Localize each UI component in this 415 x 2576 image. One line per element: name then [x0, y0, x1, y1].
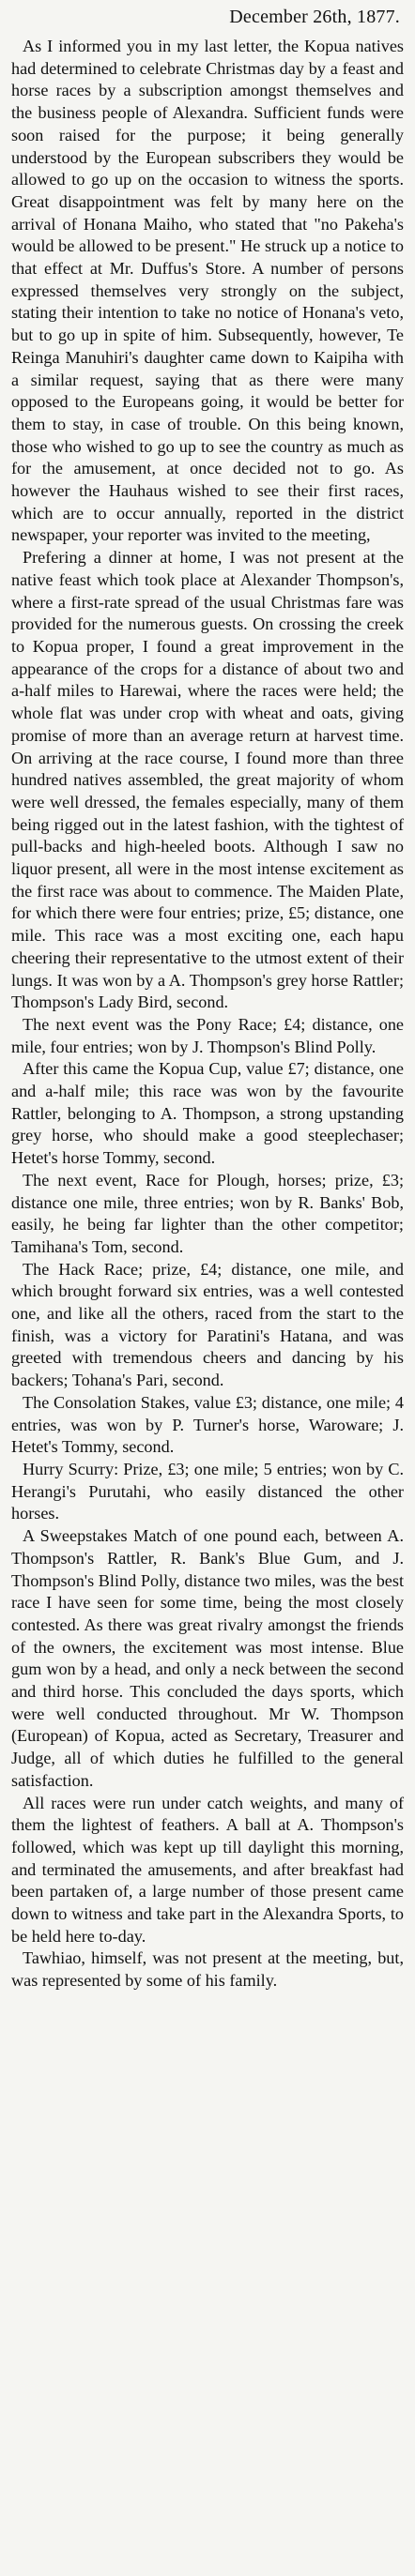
paragraph-1: As I informed you in my last letter, the Kopua natives had determined to celebrate Christmas day by a feast and horse races by a subscription amongst themselves and the business people of Alexandra. Sufficient funds were soon raised for the purpose; it being generally understood by the European subscribers they would be allowed to go up on the occasion to witness the sports. Great disappointment was felt by many here on the arrival of Honana Maiho, who stated that "no Pakeha's would be allowed to be present." He struck up a notice to that effect at Mr. Duffus's Store. A number of persons expressed themselves very strongly on the subject, stating their intention to take no notice of Honana's veto, but to go up in spite of him. Subsequently, however, Te Reinga Manuhiri's daughter came down to Kaipiha with a similar request, saying that as there were many opposed to the Europeans going, it would be better for them to stay, in case of trouble. On this being known, those who wished to go up to see the country as much as for the amusement, at once decided not to go. As however the Hauhaus wished to see their first races, which are to occur annually, reported in the district newspaper, your reporter was invited to the meeting, — [11, 37, 404, 545]
article-date: December 26th, 1877. — [229, 7, 400, 27]
paragraph-9: A Sweepstakes Match of one pound each, between A. Thompson's Rattler, R. Bank's Blue Gum, and J. Thompson's Blind Polly, distance two miles, was the best race I have seen for some time, being the most closely contested. As there was great rivalry amongst the friends of the owners, the excitement was most intense. Blue gum won by a head, and only a neck between the second and third horse. This concluded the days sports, which were well conducted throughout. Mr W. Thompson (European) of Kopua, acted as Secretary, Treasurer and Judge, all of which duties he fulfilled to the general satisfaction. — [11, 1526, 404, 1790]
paragraph-11: Tawhiao, himself, was not present at the meeting, but, was represented by some of his family. — [11, 1948, 404, 1991]
paragraph-8: Hurry Scurry: Prize, £3; one mile; 5 entries; won by C. Herangi's Purutahi, who easily distanced the other horses. — [11, 1460, 404, 1523]
paragraph-3: The next event was the Pony Race; £4; distance, one mile, four entries; won by J. Thompson's Blind Polly. — [11, 1014, 404, 1056]
paragraph-4: After this came the Kopua Cup, value £7; distance, one and a-half mile; this race was won by the favourite Rattler, belonging to A. Thompson, a strong upstanding grey horse, who should make a good steeplechaser; Hetet's horse Tommy, second. — [11, 1059, 404, 1168]
paragraph-2: Prefering a dinner at home, I was not present at the native feast which took place at Alexander Thompson's, where a first-rate spread of the usual Christmas fare was provided for the numerous guests. On crossing the creek to Kopua proper, I found a great improvement in the appearance of the crops for a distance of about two and a-half miles to Harewai, where the races were held; the whole flat was under crop with wheat and oats, giving promise of more than an average return at harvest time. On arriving at the race course, I found more than three hundred natives assembled, the great majority of whom were well dressed, the females especially, many of them being rigged out in the latest fashion, with the tightest of pull-backs and high-heeled boots. Although I saw no liquor present, all were in the most intense excitement as the first race was about to commence. The Maiden Plate, for which there were four entries; prize, £5; distance, one mile. This race was a most exciting one, each hapu cheering their representative to the utmost extent of their lungs. It was won by a A. Thompson's grey horse Rattler; Thompson's Lady Bird, second. — [11, 548, 404, 1012]
article-body — [11, 36, 404, 1993]
paragraph-5: The next event, Race for Plough, horses; prize, £3; distance one mile, three entries; won by R. Banks' Bob, easily, he being far lighter than the other competitor; Tamihana's Tom, second. — [11, 1170, 404, 1256]
paragraph-10: All races were run under catch weights, and many of them the lightest of feathers. A ball at A. Thompson's followed, which was kept up till daylight this morning, and terminated the amusements, and after breakfast had been partaken of, a large number of those present came down to witness and take part in the Alexandra Sports, to be held here to-day. — [11, 1793, 404, 1946]
paragraph-6: The Hack Race; prize, £4; distance, one mile, and which brought forward six entries, was a well contested one, and like all the others, raced from the start to the finish, was a victory for Paratini's Hatana, and was greeted with tremendous cheers and dancing by his backers; Tohana's Pari, second. — [11, 1259, 404, 1390]
paragraph-7: The Consolation Stakes, value £3; distance, one mile; 4 entries, was won by P. Turner's horse, Waroware; J. Hetet's Tommy, second. — [11, 1392, 404, 1457]
